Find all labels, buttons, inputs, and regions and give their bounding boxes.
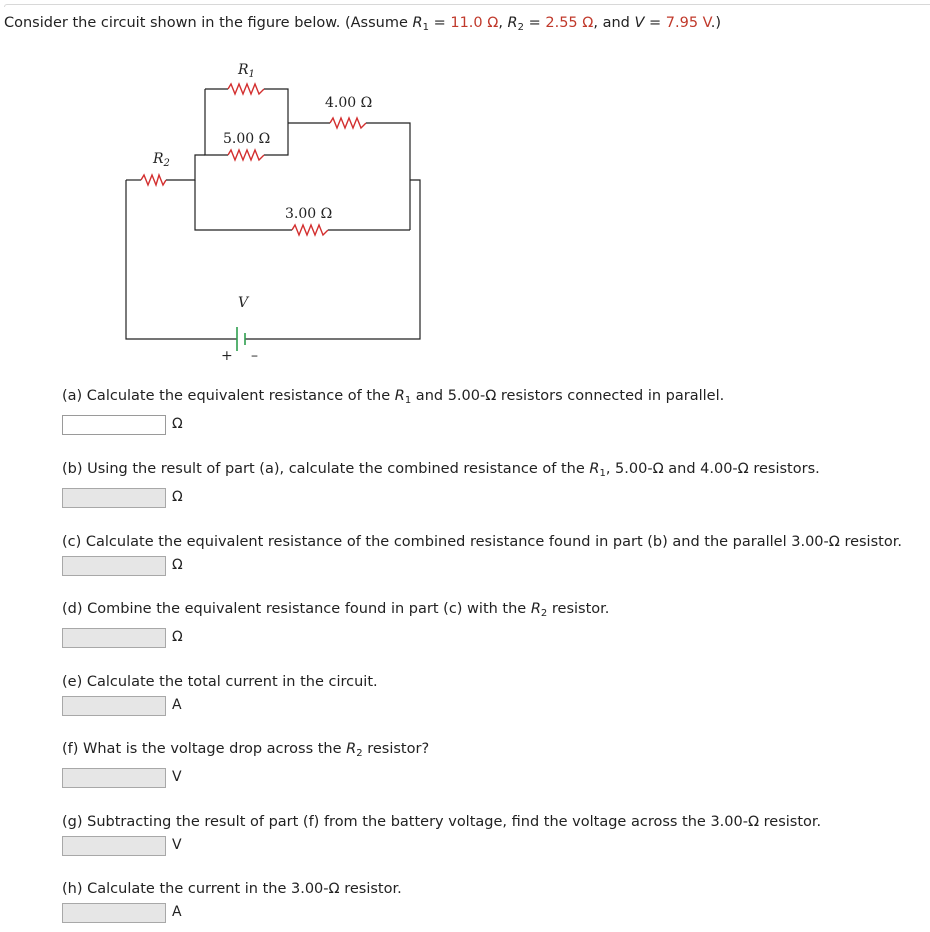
equals-sign: = <box>524 15 546 31</box>
answer-input-h[interactable] <box>62 903 166 923</box>
plus-label: + <box>221 348 233 364</box>
question-text-end: and 5.00-Ω resistors connected in parallel. <box>411 388 725 404</box>
answer-input-g[interactable] <box>62 836 166 856</box>
answer-input-f[interactable] <box>62 768 166 788</box>
resistor-symbol: R <box>530 601 541 617</box>
wire-outer-left <box>126 180 237 339</box>
question-c <box>62 534 902 550</box>
equals-sign: = <box>428 15 451 31</box>
question-text: (f) What is the voltage drop across the <box>62 741 347 757</box>
wire-outer-right <box>245 180 420 339</box>
four-ohm-label: 4.00 Ω <box>325 95 373 111</box>
five-ohm-label: 5.00 Ω <box>223 131 271 147</box>
r2-label: $R_2$ <box>153 151 170 169</box>
answer-input-e[interactable] <box>62 696 166 716</box>
question-text-end: resistor? <box>362 741 430 757</box>
answer-input-c[interactable] <box>62 556 166 576</box>
v-label: V <box>238 295 249 311</box>
answer-input-a[interactable] <box>62 415 166 435</box>
question-text: (b) Using the result of part (a), calculate the combined resistance of the <box>62 461 590 477</box>
resistor-subscript: 1 <box>599 468 606 479</box>
problem-statement <box>4 15 721 33</box>
question-text: (h) Calculate the current in the 3.00-Ω resistor. <box>62 881 402 897</box>
resistor-subscript: 1 <box>404 395 412 406</box>
question-h <box>62 881 402 897</box>
unit-label-f: V <box>172 769 182 785</box>
question-e <box>62 674 378 690</box>
answer-input-b[interactable] <box>62 488 166 508</box>
question-text-end: , 5.00-Ω and 4.00-Ω resistors. <box>605 461 820 477</box>
question-b <box>62 461 820 479</box>
resistor-subscript: 2 <box>356 748 363 759</box>
question-text: (g) Subtracting the result of part (f) from the battery voltage, find the voltage across the 3.00-Ω resistor. <box>62 814 822 830</box>
unit-label-g: V <box>172 837 182 853</box>
r2-symbol: R <box>507 15 518 31</box>
four-ohm-resistor <box>330 118 366 128</box>
unit-label-h: A <box>172 904 182 920</box>
five-ohm-resistor <box>228 150 264 160</box>
resistor-symbol: R <box>346 741 357 757</box>
wire-r2-right <box>166 155 205 180</box>
resistor-symbol: R <box>589 461 600 477</box>
question-f <box>62 741 429 759</box>
intro-suffix: .) <box>710 15 721 31</box>
r1-symbol: R <box>412 15 423 31</box>
unit-label-e: A <box>172 697 182 713</box>
resistor-subscript: 2 <box>540 608 548 619</box>
intro-text: Consider the circuit shown in the figure below. (Assume <box>4 15 413 31</box>
three-ohm-resistor <box>292 225 328 235</box>
question-d <box>62 601 609 619</box>
resistor-symbol: R <box>394 388 405 404</box>
separator: , and <box>593 15 635 31</box>
unit-label-c: Ω <box>172 557 183 573</box>
circuit-wires <box>126 89 420 339</box>
wire-3ohm-left <box>195 180 292 230</box>
question-a <box>62 388 724 406</box>
r1-subscript: 1 <box>422 22 429 33</box>
frame-top-border <box>4 4 930 7</box>
question-text: (a) Calculate the equivalent resistance of the <box>62 388 395 404</box>
question-text: (e) Calculate the total current in the circuit. <box>62 674 378 690</box>
unit-label-a: Ω <box>172 416 183 432</box>
unit-label-d: Ω <box>172 629 183 645</box>
answer-input-d[interactable] <box>62 628 166 648</box>
separator: , <box>498 15 508 31</box>
equals-sign: = <box>644 15 666 31</box>
wire-4ohm-right <box>366 123 410 230</box>
question-g <box>62 814 821 830</box>
minus-label: – <box>251 348 258 364</box>
r2-subscript: 2 <box>517 22 524 33</box>
v-value: 7.95 V <box>665 15 711 31</box>
r2-value: 2.55 Ω <box>545 15 594 31</box>
v-symbol: V <box>634 15 645 31</box>
r1-resistor <box>228 84 264 94</box>
three-ohm-label: 3.00 Ω <box>285 206 333 222</box>
unit-label-b: Ω <box>172 489 183 505</box>
circuit-diagram <box>120 55 430 365</box>
r1-value: 11.0 Ω <box>450 15 499 31</box>
question-text: (c) Calculate the equivalent resistance of the combined resistance found in part (b) and the parallel 3.00-Ω resistor. <box>62 534 902 550</box>
question-text-end: resistor. <box>547 601 610 617</box>
r1-label: $R_1$ <box>238 62 255 80</box>
battery-icon <box>237 327 245 351</box>
r2-resistor <box>141 175 166 185</box>
question-text: (d) Combine the equivalent resistance found in part (c) with the <box>62 601 531 617</box>
